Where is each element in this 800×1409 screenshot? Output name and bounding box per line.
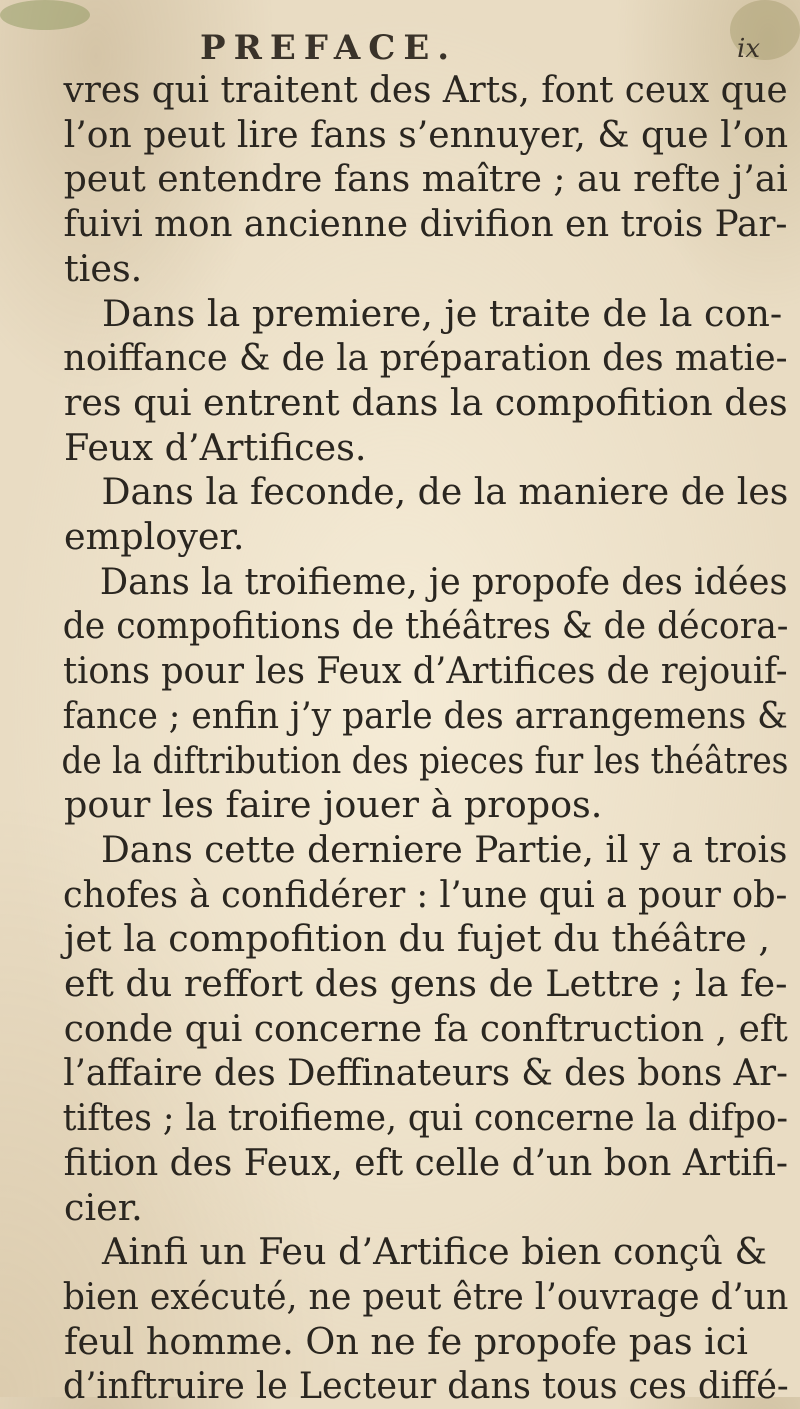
paper-stain-top-left [0, 0, 90, 30]
text-line: tions pour les Feux d’Artifices de rejouif- [63, 649, 788, 693]
text-line: fition des Feux, eft celle d’un bon Artifi- [63, 1140, 788, 1184]
text-line: pour les faire jouer à propos. [64, 783, 603, 827]
text-line: Dans cette derniere Partie, il y a trois [101, 827, 788, 871]
text-line: jet la compofition du fujet du théâtre , [64, 917, 770, 961]
text-line: conde qui concerne fa conftruction , eft [63, 1006, 788, 1050]
text-line: res qui entrent dans la compofition des [63, 380, 788, 424]
text-line: feul homme. On ne fe propofe pas ici [64, 1319, 748, 1363]
text-line: noiffance & de la préparation des matie- [63, 336, 788, 380]
text-line: fuivi mon ancienne divifion en trois Par- [63, 202, 788, 246]
text-line: bien exécuté, ne peut être l’ouvrage d’un [62, 1274, 789, 1318]
text-line: de la diftribution des pieces fur les théâtres [61, 738, 789, 782]
text-line: Dans la feconde, de la maniere de les [101, 470, 789, 514]
text-line: vres qui traitent des Arts, font ceux que [63, 68, 788, 111]
text-line: ties. [64, 246, 143, 290]
text-line: tiftes ; la troifieme, qui concerne la difpo- [62, 1096, 788, 1140]
page-number: ix [737, 34, 760, 64]
text-line: chofes à confidérer : l’une qui a pour ob- [63, 872, 788, 916]
text-line: eft du reffort des gens de Lettre ; la fe- [64, 962, 788, 1006]
text-line: l’on peut lire fans s’ennuyer, & que l’on [63, 112, 789, 156]
running-title: PREFACE. [200, 28, 458, 68]
text-line: fance ; enfin j’y parle des arrangemens & [62, 693, 788, 737]
text-line: Dans la premiere, je traite de la con- [102, 291, 783, 335]
text-line: de compofitions de théâtres & de décora- [62, 604, 789, 648]
text-line: d’inftruire le Lecteur dans tous ces diffé- [62, 1364, 789, 1408]
body-text [40, 68, 789, 1409]
text-line: employer. [64, 515, 245, 559]
text-line: Feux d’Artifices. [64, 425, 367, 469]
text-line: Dans la troifieme, je propofe des idées [99, 559, 788, 603]
text-line: l’affaire des Deffinateurs & des bons Ar- [63, 1051, 789, 1095]
text-line: cier. [64, 1185, 143, 1229]
text-line: Ainfi un Feu d’Artifice bien conçû & [102, 1230, 767, 1274]
text-line: peut entendre fans maître ; au refte j’ai [63, 157, 788, 201]
